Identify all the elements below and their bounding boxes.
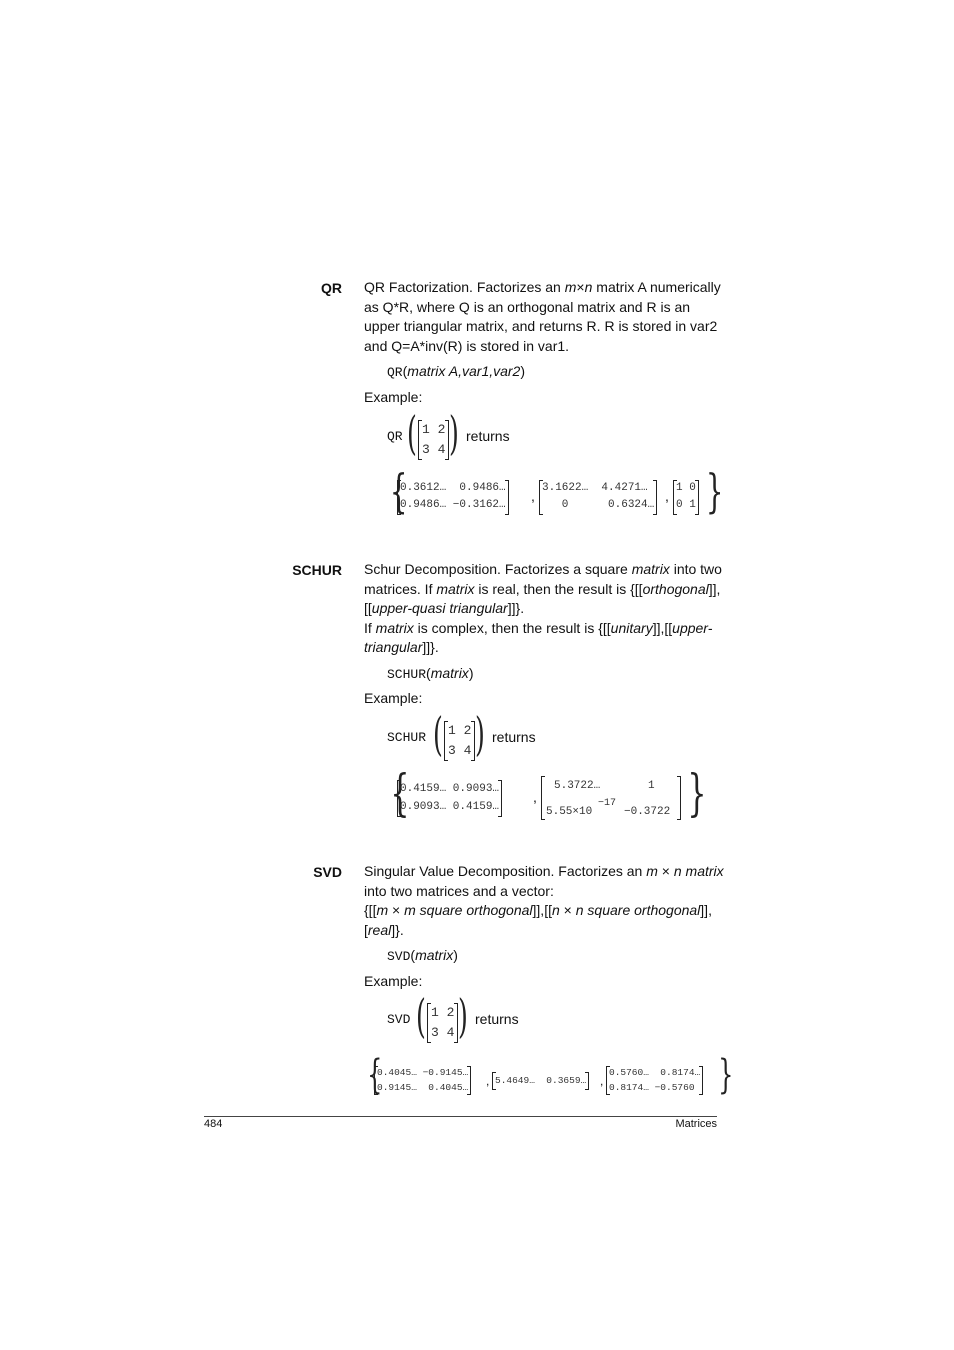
qr-returns-label: returns	[466, 428, 510, 444]
matrix-row: 0 0.6324…	[542, 499, 655, 511]
qr-example-command: QR	[387, 429, 403, 444]
qr-example-close-paren: )	[449, 406, 459, 460]
qr-description: QR Factorization. Factorizes an m×n matrix A numerically as Q*R, where Q is an orthogonal matrix and R is an upper triangular matrix, and returns R. R is stored in var2 and Q=A*inv(R) is stored in var1.	[364, 279, 721, 354]
schur-result-orthogonal-matrix	[397, 780, 502, 817]
schur-result-close-brace: }	[687, 764, 707, 822]
matrix-row: 1 2	[448, 723, 472, 738]
qr-result-open-brace: {	[389, 464, 408, 518]
qr-result-r-matrix	[539, 480, 657, 515]
page-number: 484	[204, 1118, 223, 1130]
svd-result-open-brace: {	[367, 1052, 383, 1098]
footer-rule	[204, 1116, 717, 1117]
matrix-row: 3 4	[431, 1025, 455, 1040]
comma-separator: ,	[486, 1074, 490, 1088]
matrix-row: 0.8174… −0.5760	[609, 1081, 695, 1093]
matrix-row: 0.4045… −0.9145…	[377, 1067, 469, 1078]
svd-example-close-paren: )	[458, 989, 468, 1043]
schur-example-matrix	[444, 721, 475, 761]
schur-example-label: Example:	[364, 690, 423, 706]
svd-example-label: Example:	[364, 973, 423, 989]
qr-example-matrix	[418, 420, 449, 460]
matrix-cell: 1	[648, 780, 655, 792]
qr-result-identity-matrix	[673, 480, 699, 515]
svd-syntax-command: SVD	[387, 949, 411, 964]
svd-syntax: SVD(matrix)	[387, 947, 458, 964]
matrix-row: 3 4	[422, 442, 446, 457]
schur-result-triangular-matrix	[541, 776, 681, 820]
svd-example-command: SVD	[387, 1012, 411, 1027]
schur-syntax: SCHUR(matrix)	[387, 665, 474, 682]
svd-example-matrix	[427, 1003, 458, 1043]
comma-separator: ,	[531, 488, 535, 504]
qr-result-close-brace: }	[705, 464, 724, 518]
qr-example-open-paren: (	[407, 406, 417, 460]
matrix-row: 1 2	[431, 1005, 455, 1020]
svd-returns-label: returns	[475, 1011, 519, 1027]
qr-result-q-matrix	[397, 480, 509, 515]
schur-returns-label: returns	[492, 729, 536, 745]
svd-example-open-paren: (	[416, 989, 426, 1043]
matrix-row: 1 0	[676, 482, 696, 494]
comma-separator: ,	[533, 789, 537, 805]
qr-syntax-command: QR	[387, 365, 403, 380]
qr-term: QR	[321, 280, 342, 296]
schur-description: Schur Decomposition. Factorizes a square matrix into two matrices. If matrix is real, then the result is {[[orthogonal]],[[upper-quasi triangular]]}. If matrix is complex, then the result is {[[unitary]],[[upper-triangular]]}.	[364, 561, 722, 655]
matrix-row: 3 4	[448, 743, 472, 758]
svd-result-close-brace: }	[718, 1052, 734, 1098]
schur-example-command: SCHUR	[387, 730, 427, 745]
qr-syntax: QR(matrix A,var1,var2)	[387, 363, 526, 380]
comma-separator: ,	[665, 488, 669, 504]
matrix-exponent: −17	[598, 798, 617, 809]
matrix-row: 0.5760… 0.8174…	[609, 1067, 701, 1078]
matrix-row: 0.3612… 0.9486…	[400, 482, 506, 494]
matrix-cell: 5.3722…	[554, 780, 601, 792]
schur-syntax-command: SCHUR	[387, 667, 427, 682]
qr-syntax-args: matrix A,var1,var2	[407, 363, 521, 379]
matrix-cell: −0.3722	[624, 806, 671, 818]
schur-result-open-brace: {	[390, 764, 410, 822]
matrix-row: 0.9145… 0.4045…	[377, 1081, 469, 1093]
comma-separator: ,	[600, 1074, 604, 1088]
matrix-row: 0.9093… 0.4159…	[400, 801, 500, 813]
svd-result-u-matrix	[374, 1066, 471, 1095]
matrix-row: 0 1	[676, 499, 696, 511]
matrix-row: 3.1622… 4.4271…	[542, 482, 648, 494]
matrix-row: 0.4159… 0.9093…	[400, 783, 500, 795]
schur-syntax-args: matrix	[430, 665, 469, 681]
svd-result-v-matrix	[606, 1066, 703, 1095]
qr-example-label: Example:	[364, 389, 423, 405]
schur-example-open-paren: (	[433, 707, 443, 761]
schur-example-close-paren: )	[475, 707, 485, 761]
vector-row: 5.4649… 0.3659…	[495, 1075, 587, 1086]
svd-result-singular-values	[492, 1072, 589, 1090]
matrix-row: 0.9486… −0.3162…	[400, 499, 506, 511]
svd-syntax-args: matrix	[415, 947, 454, 963]
section-name: Matrices	[675, 1118, 717, 1130]
schur-term: SCHUR	[292, 562, 342, 578]
svd-term: SVD	[313, 864, 342, 880]
svd-description: Singular Value Decomposition. Factorizes an m × n matrix into two matrices and a vector: {[[m × m square orthogonal]],[[n × n square orthogonal]], [real]}.	[364, 863, 724, 938]
matrix-cell: 5.55×10	[546, 806, 593, 818]
matrix-row: 1 2	[422, 422, 446, 437]
